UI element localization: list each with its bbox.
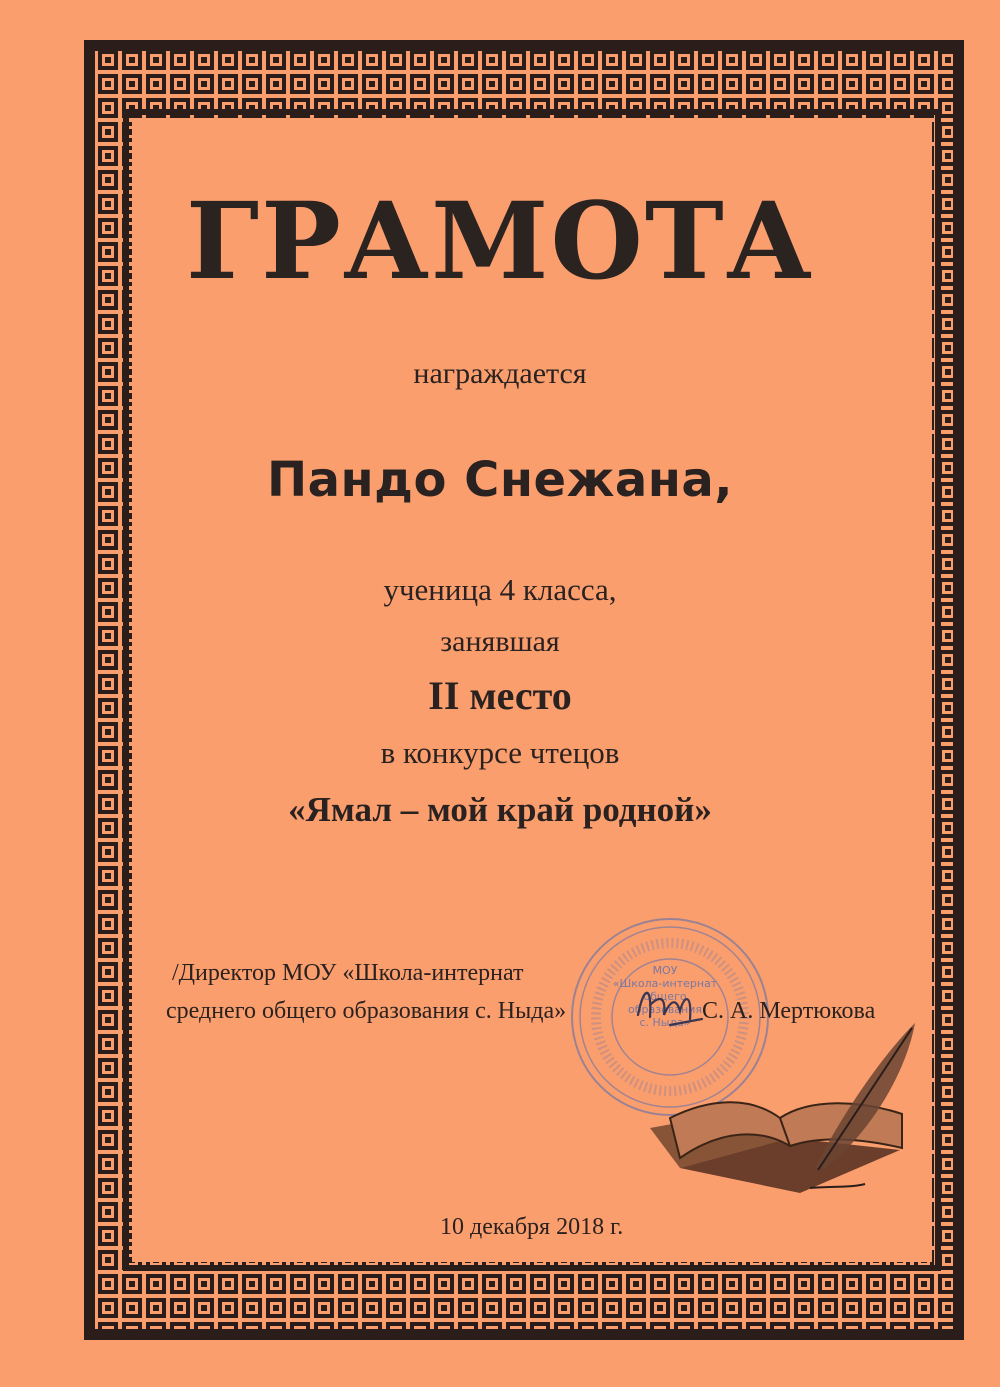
book-and-quill-image — [640, 1018, 930, 1218]
stamp-line: «Школа-интернат — [612, 977, 718, 990]
certificate-title: ГРАМОТА — [185, 178, 815, 303]
signature-line-2: среднего общего образования с. Ныда» — [166, 998, 567, 1024]
awarded-label: награждается — [413, 357, 587, 390]
stamp-line: общего образования — [628, 990, 702, 1016]
pupil-line: ученица 4 класса, — [383, 572, 617, 607]
signature-line-1: /Директор МОУ «Школа-интернат — [172, 960, 524, 986]
signatory-name: С. А. Мертюкова — [702, 998, 876, 1024]
place-label: II место — [428, 673, 572, 718]
stamp-line: МОУ — [652, 964, 678, 977]
contest-label: в конкурсе чтецов — [380, 735, 620, 770]
recipient-name: Пандо Снежана, — [266, 452, 734, 508]
took-label: занявшая — [440, 625, 560, 658]
certificate-date: 10 декабря 2018 г. — [440, 1214, 624, 1240]
stamp-line: с. Ныда» — [639, 1016, 691, 1029]
contest-name: «Ямал – мой край родной» — [288, 790, 712, 829]
